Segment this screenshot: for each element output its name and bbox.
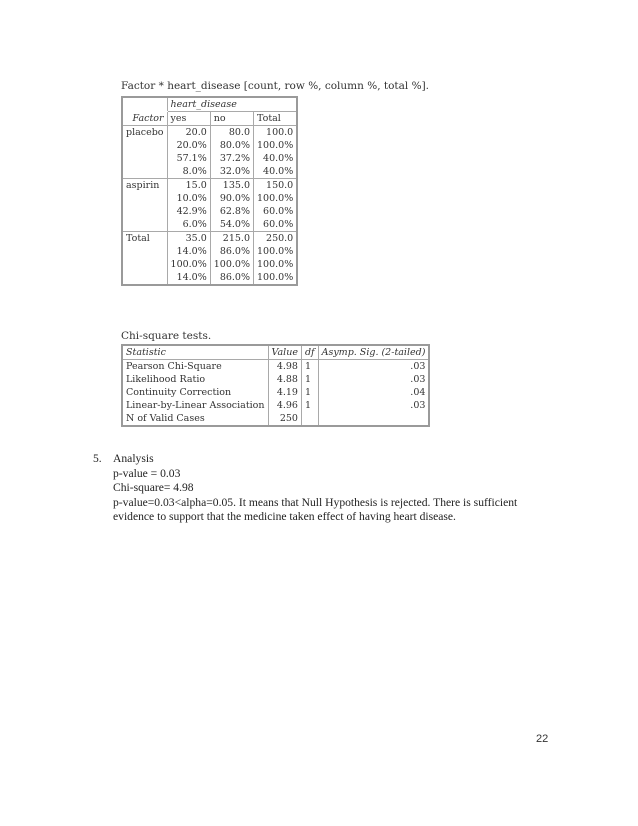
column-header: no	[210, 112, 253, 126]
table-cell: 6.0%	[167, 218, 210, 232]
table-cell: 4.19	[268, 386, 301, 399]
chi-square-header-row	[122, 345, 429, 360]
analysis-line: p-value=0.03<alpha=0.05. It means that Null Hypothesis is rejected. There is sufficient	[113, 495, 518, 509]
table-row	[122, 126, 297, 140]
table-cell: 86.0%	[210, 245, 253, 258]
table-row	[122, 373, 429, 386]
table-cell: 100.0%	[254, 192, 298, 205]
table-cell: 32.0%	[210, 165, 253, 179]
table-cell: 62.8%	[210, 205, 253, 218]
table-cell: 150.0	[254, 179, 298, 193]
table-cell: 100.0%	[254, 245, 298, 258]
table-cell: 215.0	[210, 232, 253, 246]
table-cell: 42.9%	[167, 205, 210, 218]
table-cell: 40.0%	[254, 165, 298, 179]
table-row	[122, 412, 429, 426]
table-cell: 250	[268, 412, 301, 426]
table-cell: .03	[318, 360, 429, 374]
table-cell: 57.1%	[167, 152, 210, 165]
column-header: Value	[268, 345, 301, 360]
table-row	[122, 360, 429, 374]
table-cell: Likelihood Ratio	[122, 373, 268, 386]
table-cell: 20.0%	[167, 139, 210, 152]
analysis-line: p-value = 0.03	[113, 466, 181, 480]
table-cell: 1	[301, 386, 318, 399]
table-cell: 86.0%	[210, 271, 253, 285]
column-header: Statistic	[122, 345, 268, 360]
group-label: placebo	[122, 126, 167, 179]
table-cell: Pearson Chi-Square	[122, 360, 268, 374]
table-cell: 60.0%	[254, 205, 298, 218]
table-cell: 4.88	[268, 373, 301, 386]
crosstab-header-row-2	[122, 112, 297, 126]
table-cell: 15.0	[167, 179, 210, 193]
column-header: yes	[167, 112, 210, 126]
crosstab-caption: Factor * heart_disease [count, row %, column %, total %].	[121, 80, 430, 92]
col-group-header: heart_disease	[167, 97, 297, 112]
table-cell: 90.0%	[210, 192, 253, 205]
column-header: Total	[254, 112, 298, 126]
table-cell: 20.0	[167, 126, 210, 140]
table-cell: 37.2%	[210, 152, 253, 165]
table-cell: 54.0%	[210, 218, 253, 232]
corner-cell	[122, 97, 167, 112]
table-cell: 80.0%	[210, 139, 253, 152]
table-cell: 10.0%	[167, 192, 210, 205]
table-cell: Linear-by-Linear Association	[122, 399, 268, 412]
analysis-section	[93, 452, 563, 525]
table-cell: 35.0	[167, 232, 210, 246]
table-cell: Continuity Correction	[122, 386, 268, 399]
table-cell: 100.0%	[254, 139, 298, 152]
analysis-line: evidence to support that the medicine taken effect of having heart disease.	[113, 510, 456, 523]
table-row	[122, 399, 429, 412]
table-cell	[318, 412, 429, 426]
group-label: aspirin	[122, 179, 167, 232]
table-cell: 14.0%	[167, 245, 210, 258]
chi-square-table	[121, 344, 430, 427]
table-cell: 100.0%	[210, 258, 253, 271]
table-cell: 135.0	[210, 179, 253, 193]
table-cell: .04	[318, 386, 429, 399]
row-header: Factor	[122, 112, 167, 126]
table-cell: 1	[301, 399, 318, 412]
column-header: df	[301, 345, 318, 360]
table-cell: 100.0%	[254, 258, 298, 271]
table-cell: 40.0%	[254, 152, 298, 165]
table-cell: 100.0	[254, 126, 298, 140]
table-cell: .03	[318, 373, 429, 386]
chi-square-caption: Chi-square tests.	[121, 330, 212, 342]
table-cell: 250.0	[254, 232, 298, 246]
table-cell: 1	[301, 360, 318, 374]
table-cell: 100.0%	[167, 258, 210, 271]
group-label: Total	[122, 232, 167, 286]
table-cell: 4.98	[268, 360, 301, 374]
crosstab-table	[121, 96, 298, 286]
crosstab-header-row-1	[122, 97, 297, 112]
analysis-heading-row	[93, 452, 563, 467]
table-cell: .03	[318, 399, 429, 412]
table-cell: 60.0%	[254, 218, 298, 232]
column-header: Asymp. Sig. (2-tailed)	[318, 345, 429, 360]
page-number: 22	[536, 733, 549, 745]
table-cell: 8.0%	[167, 165, 210, 179]
table-cell: 14.0%	[167, 271, 210, 285]
table-cell	[301, 412, 318, 426]
table-cell: 1	[301, 373, 318, 386]
table-row	[122, 232, 297, 246]
table-row	[122, 179, 297, 193]
list-number: 5.	[93, 452, 102, 465]
analysis-line: Chi-square= 4.98	[113, 481, 194, 494]
table-cell: 4.96	[268, 399, 301, 412]
table-cell: 100.0%	[254, 271, 298, 285]
table-row	[122, 386, 429, 399]
table-cell: N of Valid Cases	[122, 412, 268, 426]
table-cell: 80.0	[210, 126, 253, 140]
analysis-heading: Analysis	[113, 452, 154, 465]
